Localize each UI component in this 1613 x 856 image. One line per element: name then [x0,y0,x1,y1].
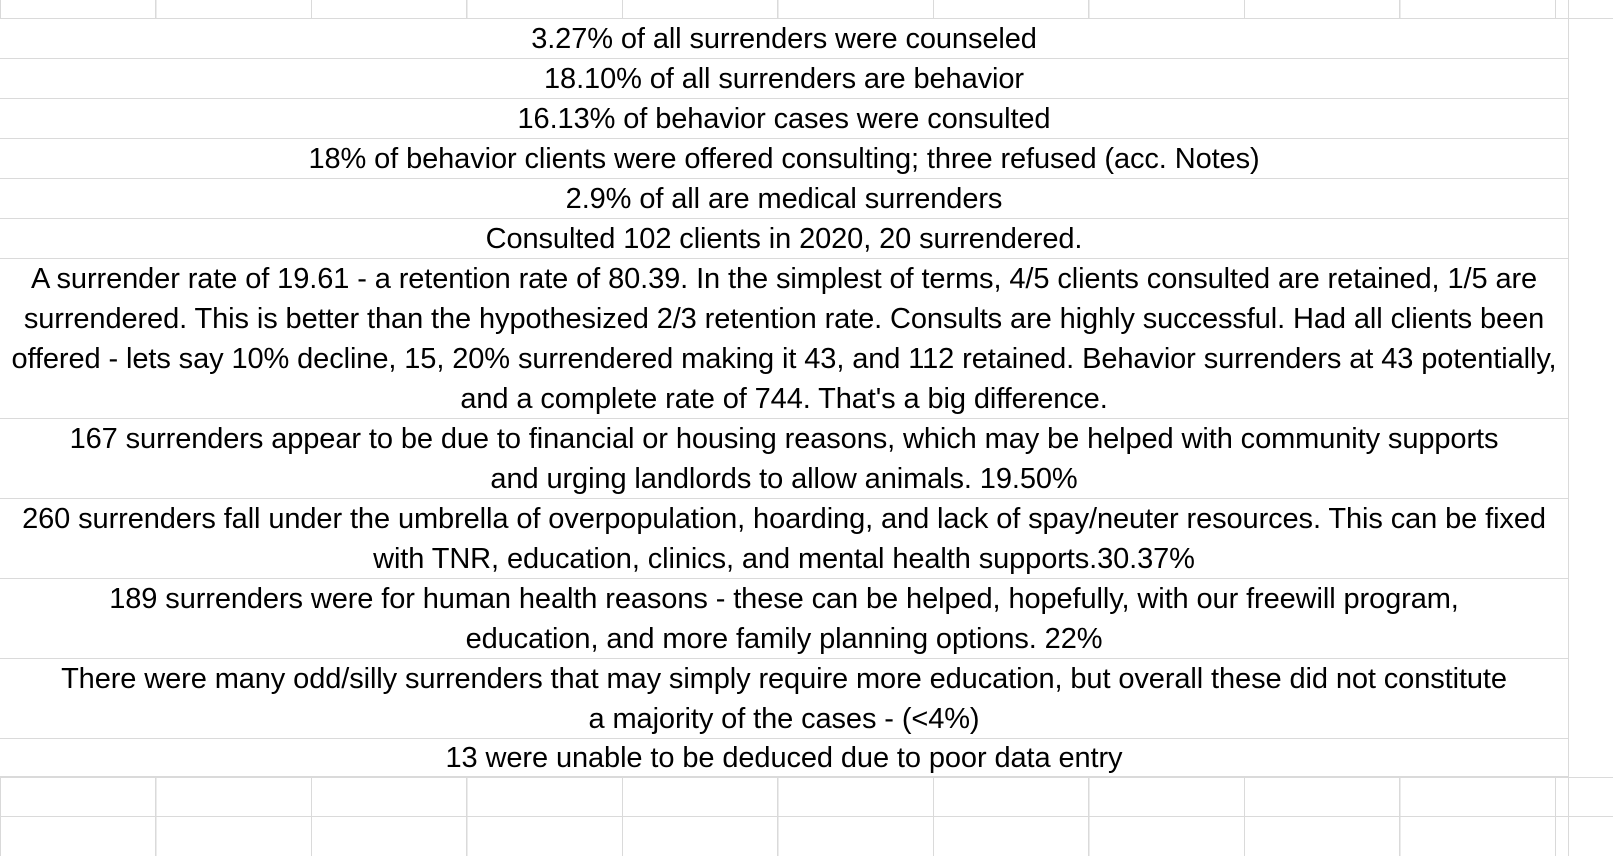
cell-row-7[interactable] [0,259,1568,419]
cell-text: 260 surrenders fall under the umbrella of overpopulation, hoarding, and lack of spay/neuter resources. This can be fixed with TNR, education, clinics, and mental health supports.30.37% [22,502,1546,575]
cell-row-2[interactable] [0,59,1568,99]
cell-row-1[interactable] [0,19,1568,59]
cell-text: 16.13% of behavior cases were consulted [517,102,1051,135]
cell-text: 3.27% of all surrenders were counseled [531,22,1037,55]
cell-text: 18% of behavior clients were offered consulting; three refused (acc. Notes) [308,142,1260,175]
cell-row-4[interactable] [0,139,1568,179]
cell-text: 13 were unable to be deduced due to poor data entry [445,741,1123,774]
cell-row-12[interactable] [0,739,1568,777]
cell-row-8[interactable] [0,419,1568,499]
cell-text: 189 surrenders were for human health reasons - these can be helped, hopefully, with our freewill program, education, and more family planning options. 22% [109,582,1459,655]
cell-text: There were many odd/silly surrenders that may simply require more education, but overall these did not constitute a majority of the cases - (<4%) [61,662,1507,735]
cell-text: Consulted 102 clients in 2020, 20 surrendered. [485,222,1083,255]
cell-row-3[interactable] [0,99,1568,139]
cell-row-6[interactable] [0,219,1568,259]
column-divider [1568,0,1569,856]
cell-text: 18.10% of all surrenders are behavior [544,62,1024,95]
row-divider [0,816,1613,817]
cell-row-9[interactable] [0,499,1568,579]
cell-row-11[interactable] [0,659,1568,739]
cell-row-5[interactable] [0,179,1568,219]
cell-text: A surrender rate of 19.61 - a retention rate of 80.39. In the simplest of terms, 4/5 clients consulted are retained, 1/5 are surrendered. This is better than the hypothesized 2/3 retention rate. Consults are highly successful. Had all clients been offered - lets say 10% decline, 15, 20% surrendered making it 43, and 112 retained. Behavior surrenders at 43 potentially, and a complete rate of 744. That's a big difference. [11,262,1557,415]
cell-text: 2.9% of all are medical surrenders [565,182,1003,215]
cell-text: 167 surrenders appear to be due to financial or housing reasons, which may be helped with community supports and urging landlords to allow animals. 19.50% [69,422,1499,495]
cell-row-10[interactable] [0,579,1568,659]
